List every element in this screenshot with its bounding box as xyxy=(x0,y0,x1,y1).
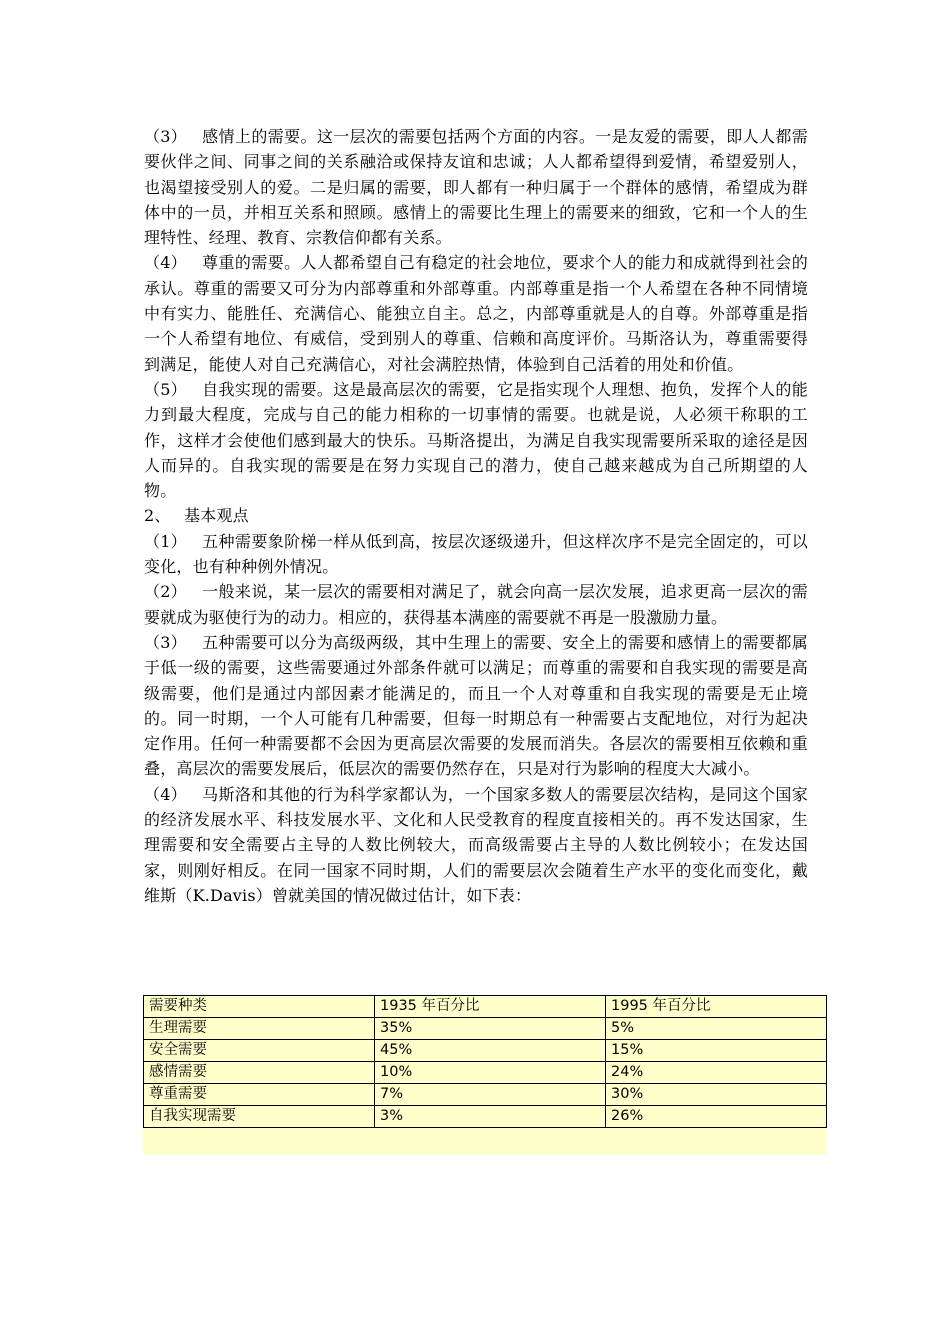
table-cell: 5% xyxy=(606,1018,827,1040)
table-cell: 10% xyxy=(375,1062,606,1084)
paragraph-text: 五种需要象阶梯一样从低到高，按层次逐级递升，但这样次序不是完全固定的，可以变化，也有种种例外情况。 xyxy=(144,531,808,577)
paragraph xyxy=(144,529,808,580)
paragraph-text: 自我实现的需要。这是最高层次的需要，它是指实现个人理想、抱负，发挥个人的能力到最大程度，完成与自己的能力相称的一切事情的需要。也就是说，人必须干称职的工作，这样才会使他们感到最大的快乐。马斯洛提出，为满足自我实现需要所采取的途径是因人而异的。自我实现的需要是在努力实现自己的潜力，使自己越来越成为自己所期望的人物。 xyxy=(144,379,808,501)
table-cell: 感情需要 xyxy=(144,1062,375,1084)
paragraph-text: 五种需要可以分为高级两级，其中生理上的需要、安全上的需要和感情上的需要都属于低一级的需要，这些需要通过外部条件就可以满足；而尊重的需要和自我实现的需要是高级需要，他们是通过内部因素才能满足的，而且一个人对尊重和自我实现的需要是无止境的。同一时期，一个人可能有几种需要，但每一时期总有一种需要占支配地位，对行为起决定作用。任何一种需要都不会因为更高层次需要的发展而消失。各层次的需要相互依赖和重叠，高层次的需要发展后，低层次的需要仍然存在，只是对行为影响的程度大大减小。 xyxy=(144,632,808,779)
paragraph xyxy=(144,377,808,503)
paragraph xyxy=(144,124,808,250)
paragraph-text: 感情上的需要。这一层次的需要包括两个方面的内容。一是友爱的需要，即人人都需要伙伴之间、同事之间的关系融洽或保持友谊和忠诚；人人都希望得到爱情，希望爱别人，也渴望接受别人的爱。二是归属的需要，即人都有一种归属于一个群体的感情，希望成为群体中的一员，并相互关系和照顾。感情上的需要比生理上的需要来的细致，它和一个人的生理特性、经理、教育、宗教信仰都有关系。 xyxy=(144,127,808,248)
paragraph-number: （4） xyxy=(144,253,187,273)
paragraph-text: 马斯洛和其他的行为科学家都认为，一个国家多数人的需要层次结构，是同这个国家的经济发展水平、科技发展水平、文化和人民受教育的程度直接相关的。再不发达国家，生理需要和安全需要占主导的人数比例较大，而高级需要占主导的人数比例较小；在发达国家，则刚好相反。在同一国家不同时期，人们的需要层次会随着生产水平的变化而变化，戴维斯（K.Davis）曾就美国的情况做过估计，如下表： xyxy=(144,784,808,905)
paragraph-text: 一般来说，某一层次的需要相对满足了，就会向高一层次发展，追求更高一层次的需要就成为驱使行为的动力。相应的，获得基本满座的需要就不再是一股激励力量。 xyxy=(144,582,808,627)
table-row xyxy=(144,1040,827,1062)
table-cell: 45% xyxy=(375,1040,606,1062)
paragraph-number: （1） xyxy=(144,531,187,551)
table-cell: 15% xyxy=(606,1040,827,1062)
paragraph-number: （5） xyxy=(144,379,187,399)
table-cell: 24% xyxy=(606,1062,827,1084)
table-cell: 生理需要 xyxy=(144,1018,375,1040)
table-cell: 26% xyxy=(606,1106,827,1128)
needs-table-container xyxy=(143,995,827,1155)
header-cell: 1935 年百分比 xyxy=(375,996,606,1018)
paragraph xyxy=(144,782,808,908)
paragraph-number: （2） xyxy=(144,582,187,602)
table-header-row xyxy=(144,996,827,1018)
table-cell: 自我实现需要 xyxy=(144,1106,375,1128)
table-row xyxy=(144,1018,827,1040)
paragraph xyxy=(144,579,808,630)
section-title: 基本观点 xyxy=(184,506,249,526)
header-cell: 1995 年百分比 xyxy=(606,996,827,1018)
table-row xyxy=(144,1106,827,1128)
table-cell: 3% xyxy=(375,1106,606,1128)
needs-percentage-table xyxy=(143,995,827,1128)
paragraph-number: （3） xyxy=(144,127,187,146)
table-cell: 7% xyxy=(375,1084,606,1106)
table-cell: 尊重需要 xyxy=(144,1084,375,1106)
table-cell: 安全需要 xyxy=(144,1040,375,1062)
table-cell: 35% xyxy=(375,1018,606,1040)
paragraph-number: （4） xyxy=(144,784,187,804)
body-text xyxy=(144,124,808,908)
table-cell: 30% xyxy=(606,1084,827,1106)
paragraph xyxy=(144,630,808,782)
paragraph-number: （3） xyxy=(144,632,187,652)
header-cell: 需要种类 xyxy=(144,996,375,1018)
table-row xyxy=(144,1062,827,1084)
paragraph-text: 尊重的需要。人人都希望自己有稳定的社会地位，要求个人的能力和成就得到社会的承认。尊重的需要又可分为内部尊重和外部尊重。内部尊重是指一个人希望在各种不同情境中有实力、能胜任、充满信心、能独立自主。总之，内部尊重就是人的自尊。外部尊重是指一个人希望有地位、有威信，受到别人的尊重、信赖和高度评价。马斯洛认为，尊重需要得到满足，能使人对自己充满信心，对社会满腔热情，体验到自己活着的用处和价值。 xyxy=(144,253,808,374)
section-heading xyxy=(144,503,808,528)
section-number: 2、 xyxy=(144,506,171,526)
paragraph xyxy=(144,250,808,376)
table-row xyxy=(144,1084,827,1106)
